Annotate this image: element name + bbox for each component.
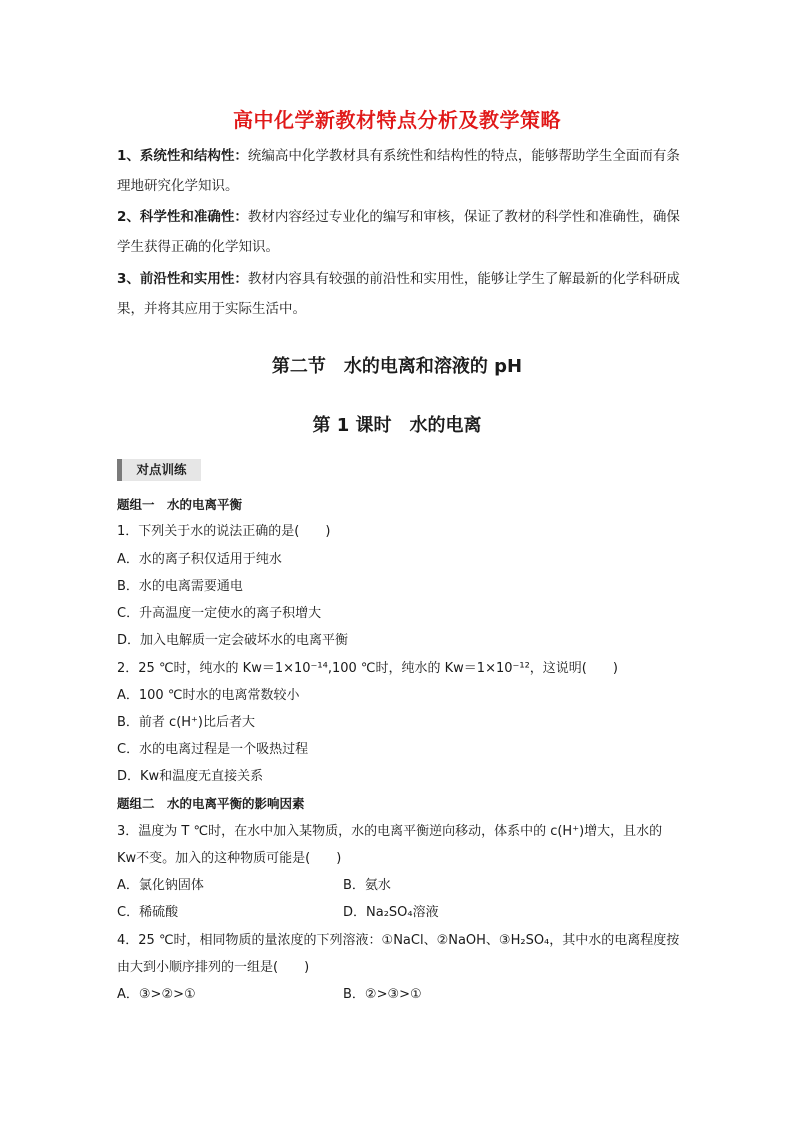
intro-point-1-text: 统编高中化学教材具有系统性和结构性的特点，能够帮助学生全面而有条理地研究化学知识。 [117,148,680,194]
question-1-option-b: B．水的电离需要通电 [117,579,243,594]
intro-point-2-label: 2、科学性和准确性： [117,209,248,225]
question-2-stem: 2．25 ℃时，纯水的 Kw＝1×10⁻¹⁴,100 ℃时，纯水的 Kw＝1×10⁻¹²，这说明( ) [117,661,618,676]
section-title: 第二节 水的电离和溶液的 pH [271,356,523,377]
question-2-option-d: D．Kw和温度无直接关系 [117,769,264,784]
question-2-option-a: A．100 ℃时水的电离常数较小 [117,688,300,703]
question-1-stem: 1．下列关于水的说法正确的是( ) [117,524,331,539]
intro-point-3-label: 3、前沿性和实用性： [117,271,248,287]
intro-point-1 [117,141,682,201]
question-2-option-b: B．前者 c(H⁺)比后者大 [117,715,255,730]
intro-point-2 [117,202,682,262]
question-3-stem: 3．温度为 T ℃时，在水中加入某物质，水的电离平衡逆向移动，体系中的 c(H⁺)增大，且水的 Kw不变。加入的这种物质可能是( ) [117,824,663,866]
question-1-option-d: D．加入电解质一定会破坏水的电离平衡 [117,633,349,648]
question-2-option-c: C．水的电离过程是一个吸热过程 [117,742,309,757]
group-2-heading: 题组二 水的电离平衡的影响因素 [117,796,305,811]
intro-point-1-label: 1、系统性和结构性： [117,148,248,164]
intro-point-3-text: 教材内容具有较强的前沿性和实用性，能够让学生了解最新的化学科研成果，并将其应用于实际生活中。 [117,271,680,317]
question-3-option-c: C．稀硫酸 [117,905,179,920]
question-1-option-a: A．水的离子积仅适用于纯水 [117,552,282,567]
question-3-option-b: B．氨水 [343,878,391,893]
question-4-stem: 4．25 ℃时，相同物质的量浓度的下列溶液：①NaCl、②NaOH、③H₂SO₄，其中水的电离程度按由大到小顺序排列的一组是( ) [117,933,680,975]
lesson-title: 第 1 课时 水的电离 [312,415,482,436]
group-1-heading: 题组一 水的电离平衡 [117,497,243,512]
document-title: 高中化学新教材特点分析及教学策略 [233,108,561,132]
question-3-option-d: D．Na₂SO₄溶液 [343,905,439,920]
question-3-option-a: A．氯化钠固体 [117,878,204,893]
intro-point-3 [117,264,682,324]
question-4-option-b: B．②>③>① [343,987,422,1002]
practice-badge: 对点训练 [117,459,201,481]
question-1-option-c: C．升高温度一定使水的离子积增大 [117,606,322,621]
intro-point-2-text: 教材内容经过专业化的编写和审核，保证了教材的科学性和准确性，确保学生获得正确的化学知识。 [117,209,680,255]
question-4-option-a: A．③>②>① [117,987,196,1002]
